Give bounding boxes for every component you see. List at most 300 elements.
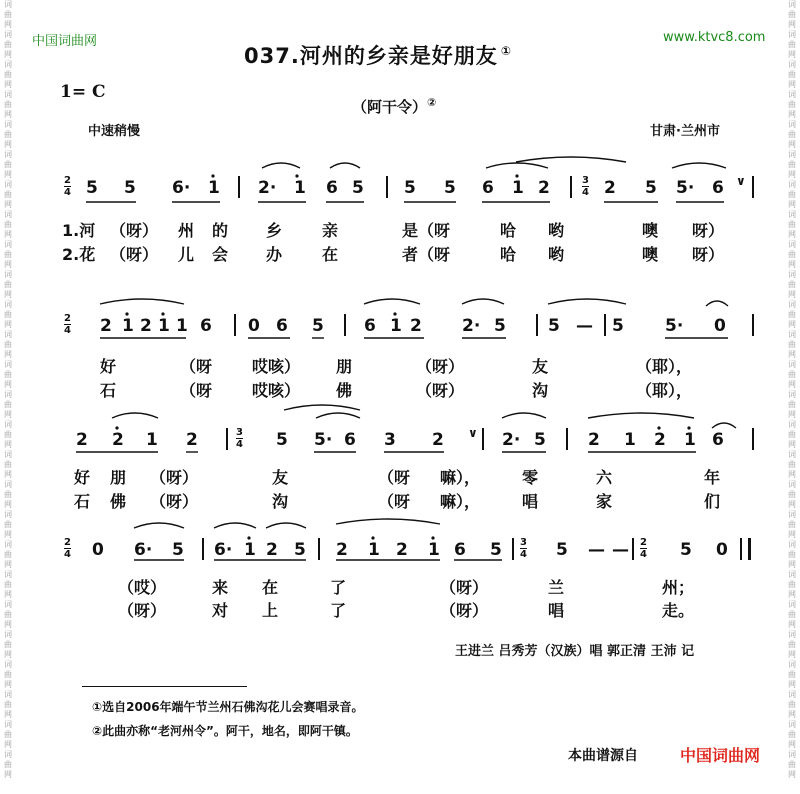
footnote-divider — [82, 686, 247, 687]
title-footnote-mark: ① — [500, 44, 512, 58]
source-site-name: 中国词曲网 — [680, 746, 761, 765]
slur — [134, 523, 184, 528]
side-watermark-glyph: 网 — [788, 170, 796, 179]
lyric-syllable: 好 — [100, 357, 117, 376]
side-watermark-glyph: 网 — [788, 410, 796, 419]
side-watermark-glyph: 词 — [4, 300, 12, 309]
side-watermark-glyph: 网 — [788, 20, 796, 29]
side-watermark-glyph: 网 — [4, 140, 12, 149]
note: 2 — [266, 540, 278, 560]
lyric-syllable: 上 — [262, 601, 279, 620]
lyric-line-2-verse-2 — [0, 378, 800, 400]
side-watermark-glyph: 网 — [788, 530, 796, 539]
breath-mark: ∨ — [736, 174, 746, 188]
watermark-site-url: www.ktvc8.com — [663, 30, 766, 45]
lyric-syllable: 州 — [178, 221, 195, 240]
bar-line — [752, 428, 754, 450]
side-watermark-glyph: 词 — [4, 690, 12, 699]
note: 1 — [208, 178, 220, 198]
lyric-syllable: 零 — [522, 468, 539, 487]
note: 0 — [714, 316, 726, 336]
side-watermark-glyph: 词 — [4, 570, 12, 579]
side-watermark-glyph: 词 — [4, 0, 12, 9]
note: 1 — [684, 430, 696, 450]
lyric-syllable: （呀） — [416, 357, 465, 376]
lyric-syllable: 1.河 — [62, 221, 96, 240]
side-watermark-glyph: 曲 — [4, 250, 12, 259]
side-watermark-glyph: 网 — [4, 770, 12, 779]
lyric-syllable: 好 — [74, 468, 91, 487]
side-watermark-glyph: 网 — [788, 290, 796, 299]
side-watermark-glyph: 网 — [4, 350, 12, 359]
side-watermark-glyph: 词 — [4, 600, 12, 609]
time-sig-numerator: 2 — [64, 175, 71, 186]
side-watermark-glyph: 曲 — [788, 340, 796, 349]
side-watermark-glyph: 曲 — [4, 370, 12, 379]
side-watermark-glyph: 曲 — [4, 550, 12, 559]
lyric-syllable: （呀） — [150, 468, 199, 487]
time-signature — [64, 175, 71, 198]
lyric-syllable: 唱 — [548, 601, 565, 620]
lyric-syllable: （呀） — [118, 601, 167, 620]
lyric-syllable: 兰 — [548, 578, 565, 597]
note: 0 — [92, 540, 104, 560]
side-watermark-glyph: 词 — [4, 390, 12, 399]
side-watermark-glyph: 曲 — [788, 760, 796, 769]
side-watermark-glyph: 网 — [788, 620, 796, 629]
lyric-syllable: （耶）， — [636, 381, 693, 400]
side-watermark-glyph: 词 — [788, 600, 796, 609]
side-watermark-glyph: 网 — [4, 20, 12, 29]
note: 6 — [200, 316, 212, 336]
bar-line — [234, 314, 236, 336]
note: — — [612, 540, 629, 560]
side-watermark-glyph: 词 — [788, 540, 796, 549]
note: 1 — [294, 178, 306, 198]
bar-line — [238, 176, 240, 198]
note: 2 — [410, 316, 422, 336]
note: 2 — [604, 178, 616, 198]
note: 5 — [645, 178, 657, 198]
slur — [284, 405, 360, 410]
side-watermark-glyph: 网 — [4, 380, 12, 389]
side-watermark-glyph: 曲 — [4, 190, 12, 199]
lyric-syllable: 了 — [330, 578, 347, 597]
side-watermark-glyph: 词 — [788, 300, 796, 309]
lyric-syllable: 沟 — [532, 381, 549, 400]
side-watermark-glyph: 网 — [4, 80, 12, 89]
side-watermark-glyph: 曲 — [788, 160, 796, 169]
slur — [588, 413, 694, 418]
slur — [214, 523, 256, 528]
lyric-line-4-verse-1 — [0, 575, 800, 597]
lyric-syllable: 了 — [330, 601, 347, 620]
note: 2 — [100, 316, 112, 336]
side-watermark-glyph: 曲 — [4, 460, 12, 469]
side-watermark-glyph: 曲 — [4, 40, 12, 49]
time-signature — [64, 537, 71, 560]
lyric-syllable: 来 — [212, 578, 229, 597]
side-watermark-glyph: 词 — [788, 390, 796, 399]
side-watermark-glyph: 词 — [788, 510, 796, 519]
lyric-syllable: 在 — [322, 245, 339, 264]
lyric-syllable: 哈 — [500, 245, 517, 264]
side-watermark-glyph: 网 — [788, 590, 796, 599]
lyric-syllable: （呀） — [110, 245, 159, 264]
note: 2· — [502, 430, 521, 450]
side-watermark-glyph: 网 — [788, 680, 796, 689]
time-sig-denominator: 4 — [640, 549, 647, 560]
side-watermark-glyph: 网 — [788, 440, 796, 449]
side-watermark-glyph: 曲 — [4, 70, 12, 79]
side-watermark-glyph: 网 — [4, 410, 12, 419]
slur — [266, 523, 306, 528]
footnote-1: ①选自2006年端午节兰州石佛沟花儿会赛唱录音。 — [92, 700, 364, 714]
notation-line-2 — [0, 310, 800, 340]
note: 3 — [384, 430, 396, 450]
note: 2 — [432, 430, 444, 450]
page-title — [244, 40, 512, 70]
side-watermark-glyph: 词 — [4, 720, 12, 729]
bar-line — [202, 538, 204, 560]
side-watermark-glyph: 曲 — [788, 610, 796, 619]
side-watermark-glyph: 词 — [788, 330, 796, 339]
side-watermark-glyph: 曲 — [788, 490, 796, 499]
side-watermark-glyph: 网 — [788, 50, 796, 59]
time-sig-numerator: 2 — [64, 537, 71, 548]
side-watermark-glyph: 网 — [4, 560, 12, 569]
side-watermark-glyph: 网 — [4, 440, 12, 449]
note: 2 — [588, 430, 600, 450]
note: 6 — [712, 430, 724, 450]
side-watermark-glyph: 网 — [4, 740, 12, 749]
time-signature — [582, 175, 589, 198]
side-watermark-glyph: 词 — [4, 480, 12, 489]
bar-line — [386, 176, 388, 198]
lyric-syllable: 哟 — [548, 221, 565, 240]
note: 5 — [172, 540, 184, 560]
side-watermark-glyph: 曲 — [4, 430, 12, 439]
subtitle-footnote-mark: ② — [427, 96, 437, 109]
note: 5 — [680, 540, 692, 560]
note: 2 — [654, 430, 666, 450]
slur — [100, 299, 184, 304]
side-watermark-glyph: 曲 — [788, 520, 796, 529]
bar-line — [482, 428, 484, 450]
note: 1 — [146, 430, 158, 450]
side-watermark-glyph: 词 — [4, 360, 12, 369]
slur — [516, 157, 626, 162]
side-watermark-glyph: 曲 — [788, 370, 796, 379]
lyric-syllable: 噢 — [642, 245, 659, 264]
side-watermark-glyph: 词 — [4, 150, 12, 159]
note: 1 — [512, 178, 524, 198]
side-watermark-glyph: 网 — [4, 680, 12, 689]
lyric-syllable: （呀 — [180, 357, 213, 376]
side-watermark-glyph: 词 — [4, 420, 12, 429]
side-watermark-glyph: 曲 — [788, 400, 796, 409]
note: 6· — [172, 178, 191, 198]
note: 1 — [176, 316, 188, 336]
tempo-marking: 中速稍慢 — [88, 124, 141, 139]
lyric-syllable: 乡 — [266, 221, 283, 240]
side-watermark-glyph: 曲 — [788, 10, 796, 19]
slur — [486, 163, 548, 168]
side-watermark-glyph: 网 — [4, 590, 12, 599]
time-sig-numerator: 2 — [64, 313, 71, 324]
watermark-site-name: 中国词曲网 — [32, 34, 98, 49]
side-watermark-glyph: 曲 — [788, 220, 796, 229]
lyric-syllable: 者（呀 — [402, 245, 451, 264]
note: 5 — [294, 540, 306, 560]
side-watermark-glyph: 词 — [788, 0, 796, 9]
note: 1 — [158, 316, 170, 336]
side-watermark-glyph: 词 — [788, 630, 796, 639]
side-watermark-glyph: 网 — [4, 200, 12, 209]
note: 1 — [624, 430, 636, 450]
side-watermark-glyph: 词 — [4, 30, 12, 39]
lyric-syllable: （呀） — [416, 381, 465, 400]
side-watermark-glyph: 词 — [4, 510, 12, 519]
side-watermark-glyph: 网 — [788, 110, 796, 119]
side-watermark-glyph: 词 — [4, 180, 12, 189]
lyric-syllable: 哎咳） — [252, 381, 301, 400]
side-watermark-glyph: 词 — [4, 630, 12, 639]
note: 5 — [548, 316, 560, 336]
slur — [364, 299, 420, 304]
side-watermark-glyph: 曲 — [4, 400, 12, 409]
side-watermark-glyph: 网 — [4, 320, 12, 329]
lyric-syllable: 年 — [704, 468, 721, 487]
title-text: 037.河州的乡亲是好朋友 — [244, 44, 498, 68]
lyric-syllable: 会 — [212, 245, 229, 264]
lyric-line-1-verse-2 — [0, 242, 800, 264]
lyric-syllable: 哟 — [548, 245, 565, 264]
time-sig-denominator: 4 — [64, 325, 71, 336]
lyric-syllable: （呀） — [440, 578, 489, 597]
note: 5 — [312, 316, 324, 336]
side-watermark-glyph: 曲 — [788, 70, 796, 79]
side-watermark-glyph: 网 — [4, 170, 12, 179]
side-watermark-glyph: 词 — [4, 240, 12, 249]
side-watermark-glyph: 词 — [788, 150, 796, 159]
slur — [112, 413, 158, 418]
side-watermark-glyph: 曲 — [4, 280, 12, 289]
note: 5 — [404, 178, 416, 198]
slur — [336, 519, 440, 524]
side-watermark-glyph: 网 — [788, 380, 796, 389]
side-watermark-glyph: 网 — [788, 260, 796, 269]
note: 2 — [538, 178, 550, 198]
notation-line-1 — [0, 172, 800, 202]
side-watermark-glyph: 词 — [788, 750, 796, 759]
lyric-syllable: 州； — [662, 578, 695, 597]
side-watermark-glyph: 词 — [788, 270, 796, 279]
time-sig-numerator: 3 — [520, 537, 527, 548]
note: 5· — [676, 178, 695, 198]
side-watermark-glyph: 网 — [4, 530, 12, 539]
side-watermark-glyph: 网 — [4, 230, 12, 239]
note: 1 — [368, 540, 380, 560]
side-watermark-glyph: 词 — [788, 60, 796, 69]
bar-line — [740, 538, 742, 560]
lyric-syllable: （呀 — [378, 468, 411, 487]
side-watermark-glyph: 网 — [788, 230, 796, 239]
time-sig-denominator: 4 — [236, 439, 243, 450]
bar-line — [536, 314, 538, 336]
side-watermark-glyph: 网 — [788, 140, 796, 149]
subtitle — [352, 96, 436, 117]
note: 5 — [124, 178, 136, 198]
note: 2 — [396, 540, 408, 560]
lyric-syllable: 呀） — [692, 221, 725, 240]
side-watermark-glyph: 曲 — [4, 640, 12, 649]
side-watermark-glyph: 词 — [4, 540, 12, 549]
side-watermark-glyph: 曲 — [4, 490, 12, 499]
note: 2 — [140, 316, 152, 336]
note: 6 — [276, 316, 288, 336]
bar-line — [748, 538, 751, 560]
side-watermark-glyph: 曲 — [788, 190, 796, 199]
slur — [706, 301, 728, 306]
breath-mark: ∨ — [468, 426, 478, 440]
side-watermark-glyph: 网 — [788, 500, 796, 509]
note: 5· — [314, 430, 333, 450]
side-watermark-glyph: 网 — [4, 650, 12, 659]
bar-line — [566, 428, 568, 450]
bar-line — [570, 176, 572, 198]
bar-line — [752, 314, 754, 336]
lyric-syllable: 家 — [596, 492, 613, 511]
lyric-syllable: 石 — [100, 381, 117, 400]
side-watermark-glyph: 曲 — [4, 520, 12, 529]
side-watermark-glyph: 网 — [788, 710, 796, 719]
side-watermark-glyph: 词 — [4, 330, 12, 339]
time-signature — [64, 313, 71, 336]
lyric-syllable: 对 — [212, 601, 229, 620]
side-watermark-glyph: 网 — [788, 200, 796, 209]
time-sig-numerator: 3 — [236, 427, 243, 438]
lyric-syllable: 六 — [596, 468, 613, 487]
bar-line — [632, 538, 634, 560]
time-signature — [640, 537, 647, 560]
side-watermark-glyph: 曲 — [788, 460, 796, 469]
slur — [462, 299, 504, 304]
lyric-line-1-verse-1 — [0, 218, 800, 240]
side-watermark-glyph: 网 — [4, 500, 12, 509]
slur — [502, 413, 546, 418]
side-watermark-glyph: 网 — [788, 80, 796, 89]
side-watermark-glyph: 网 — [788, 770, 796, 779]
note: 1 — [428, 540, 440, 560]
note: 5 — [534, 430, 546, 450]
side-watermark-glyph: 曲 — [788, 670, 796, 679]
side-watermark-glyph: 词 — [788, 240, 796, 249]
note: 1 — [244, 540, 256, 560]
lyric-syllable: 在 — [262, 578, 279, 597]
notation-line-4 — [0, 534, 800, 564]
bar-line — [318, 538, 320, 560]
side-watermark-glyph: 词 — [788, 360, 796, 369]
lyric-syllable: （哎） — [118, 578, 167, 597]
time-sig-denominator: 4 — [64, 549, 71, 560]
note: 0 — [248, 316, 260, 336]
side-watermark-glyph: 网 — [4, 110, 12, 119]
time-sig-numerator: 3 — [582, 175, 589, 186]
side-watermark-glyph: 曲 — [4, 670, 12, 679]
side-watermark-glyph: 网 — [788, 650, 796, 659]
bar-line — [512, 538, 514, 560]
side-watermark-glyph: 曲 — [788, 100, 796, 109]
note: 5 — [494, 316, 506, 336]
lyric-syllable: （呀 — [180, 381, 213, 400]
note: 2· — [462, 316, 481, 336]
side-watermark-glyph: 网 — [4, 620, 12, 629]
side-watermark-glyph: 词 — [788, 690, 796, 699]
note: 2 — [76, 430, 88, 450]
key-signature: 1= C — [60, 82, 106, 102]
note: 2· — [258, 178, 277, 198]
side-watermark-glyph: 曲 — [788, 730, 796, 739]
side-watermark-glyph: 网 — [4, 290, 12, 299]
slur — [548, 299, 626, 304]
bar-line — [604, 314, 606, 336]
bar-line — [752, 176, 754, 198]
side-watermark-glyph: 网 — [788, 560, 796, 569]
lyric-syllable: 朋 — [336, 357, 353, 376]
footnote-2: ②此曲亦称“老河州令”。阿干，地名，即阿干镇。 — [92, 724, 358, 738]
note: 2 — [336, 540, 348, 560]
time-sig-denominator: 4 — [520, 549, 527, 560]
lyric-syllable: （呀） — [110, 221, 159, 240]
side-watermark-glyph: 曲 — [788, 280, 796, 289]
side-watermark-glyph: 曲 — [4, 130, 12, 139]
bar-line — [344, 314, 346, 336]
lyric-syllable: （耶）， — [636, 357, 693, 376]
side-watermark-glyph: 词 — [4, 60, 12, 69]
side-watermark-glyph: 曲 — [788, 40, 796, 49]
lyric-syllable: 唱 — [522, 492, 539, 511]
side-watermark-glyph: 网 — [4, 50, 12, 59]
side-watermark-glyph: 曲 — [4, 100, 12, 109]
slur — [330, 163, 360, 168]
note: 1 — [122, 316, 134, 336]
side-watermark-glyph: 曲 — [788, 250, 796, 259]
side-watermark-glyph: 曲 — [4, 220, 12, 229]
note: 5 — [86, 178, 98, 198]
side-watermark-glyph: 网 — [788, 740, 796, 749]
side-watermark-glyph: 词 — [788, 90, 796, 99]
side-watermark-glyph: 曲 — [4, 580, 12, 589]
lyric-syllable: 嘛）， — [440, 468, 481, 487]
lyric-syllable: 沟 — [272, 492, 289, 511]
note: 2 — [186, 430, 198, 450]
side-watermark-glyph: 词 — [788, 660, 796, 669]
note: 1 — [390, 316, 402, 336]
note: 2 — [112, 430, 124, 450]
side-watermark-glyph: 词 — [788, 30, 796, 39]
lyric-syllable: （呀 — [378, 492, 411, 511]
time-signature — [236, 427, 243, 450]
side-watermark-glyph: 词 — [4, 750, 12, 759]
side-watermark-glyph: 曲 — [4, 700, 12, 709]
slur — [262, 163, 300, 168]
subtitle-text: （阿干令） — [352, 98, 428, 116]
lyric-line-4-verse-2 — [0, 598, 800, 620]
side-watermark-glyph: 词 — [788, 480, 796, 489]
side-watermark-glyph: 词 — [788, 210, 796, 219]
side-watermark-glyph: 曲 — [4, 760, 12, 769]
